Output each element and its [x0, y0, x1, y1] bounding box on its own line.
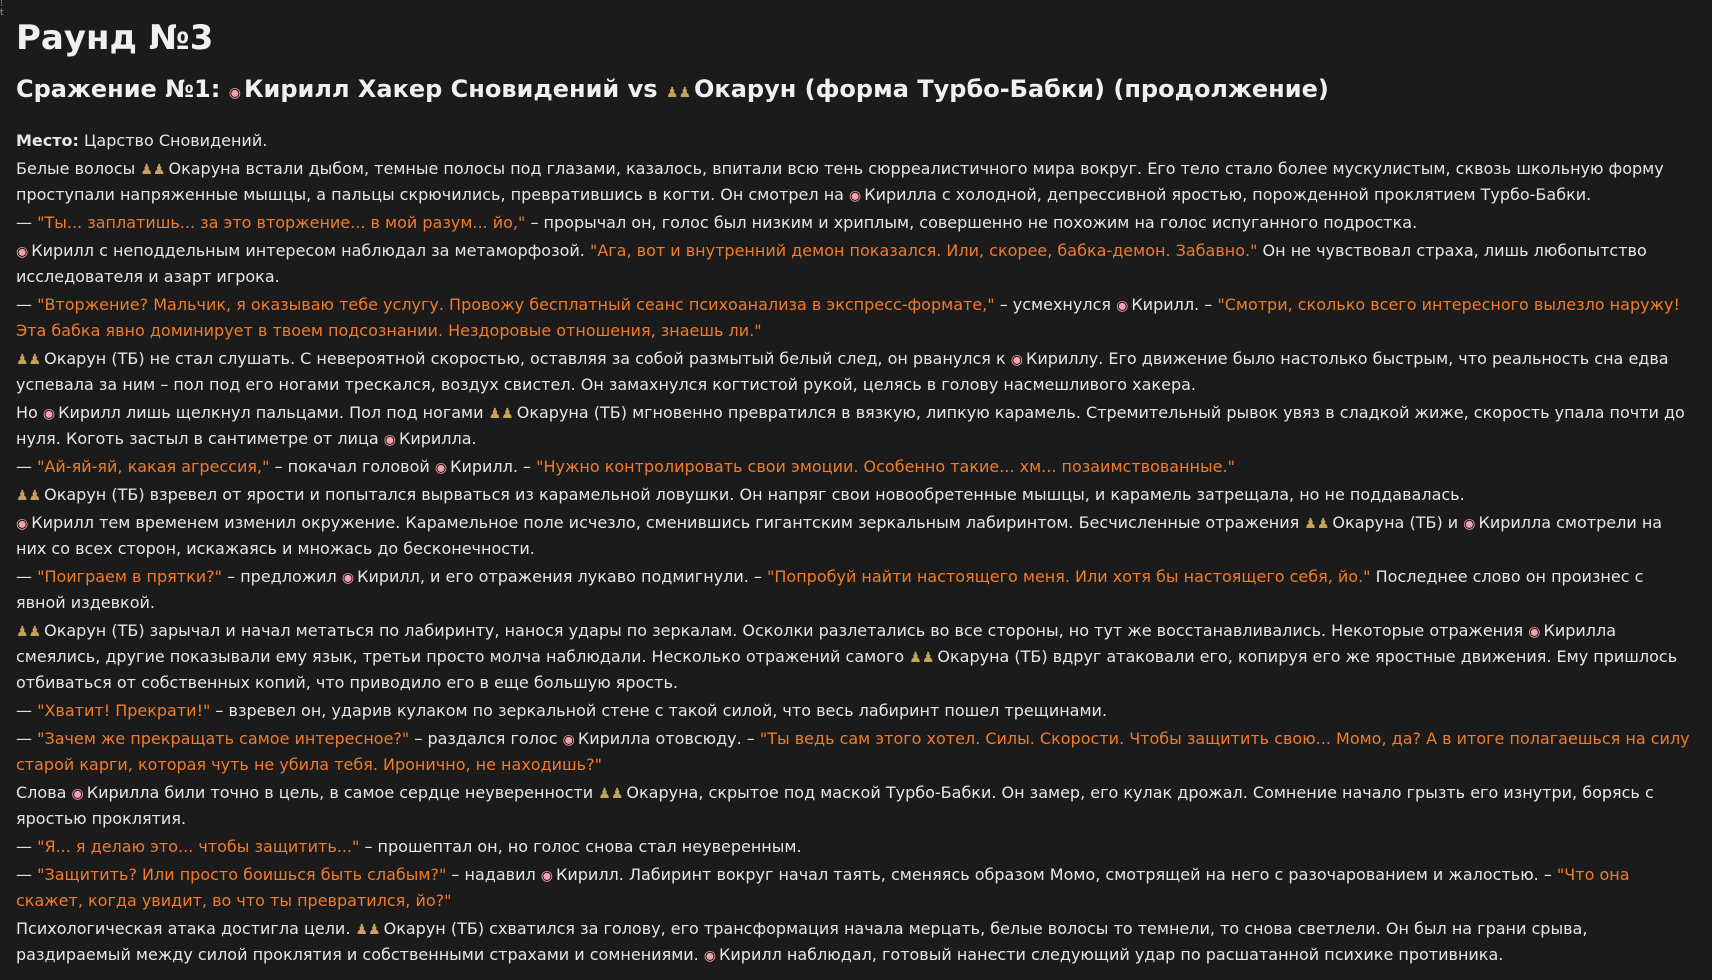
brain-icon: ◉ — [16, 516, 29, 533]
quote-text: "Нужно контролировать свои эмоции. Особенно такие... хм... позаимствованные." — [536, 457, 1235, 477]
paragraph-okarun-rush — [16, 346, 1694, 398]
narration-text: Окаруна (ТБ) вдруг атаковали его, копируя его же яростные движения. Ему пришлось отбиваться от собственных копий, что приводило его в еще большую ярость. — [16, 647, 1678, 693]
narration-text: Окаруна (ТБ) и — [1332, 513, 1464, 533]
narration-text: Белые волосы — [16, 159, 141, 179]
paragraph-place — [16, 128, 1694, 154]
brain-icon: ◉ — [1528, 624, 1541, 641]
narration-text: Кирилл. Лабиринт вокруг начал таять, сменяясь образом Момо, смотрящей на него с разочарованием и жалостью. – — [556, 865, 1557, 885]
narration-text: Окаруна (ТБ) мгновенно превратился в вязкую, липкую карамель. Стремительный рывок увяз в сладкой жиже, скорость упала почти до нуля. Коготь застыл в сантиметре от лица — [16, 403, 1685, 449]
narration-text: Кириллу. Его движение было настолько быстрым, что реальность сна едва успевала за ним – пол под его ногами трескался, воздух свистел. Он замахнулся когтистой рукой, целясь в голову насмешливого хакера. — [16, 349, 1669, 395]
narration-text: — — [16, 729, 38, 749]
narration-text: — — [16, 701, 38, 721]
narration-text: Кирилла били точно в цель, в самое сердце неуверенности — [86, 783, 599, 803]
narration-text: Окарун (ТБ) взревел от ярости и попытался вырваться из карамельной ловушки. Он напряг свои новообретенные мышцы, и карамель затрещала, но не поддавалась. — [44, 485, 1465, 505]
heading-prefix: Сражение №1: — [16, 75, 229, 104]
quote-text: "Попробуй найти настоящего меня. Или хотя бы настоящего себя, йо." — [767, 567, 1371, 587]
brain-icon: ◉ — [540, 868, 553, 885]
quote-text: "Смотри, сколько всего интересного вылезло наружу! Эта бабка явно доминирует в твоем подсознании. Нездоровые отношения, знаешь ли." — [16, 295, 1680, 341]
quote-text: "Ага, вот и внутренний демон показался. Или, скорее, бабка-демон. Забавно." — [589, 241, 1258, 261]
narration-text: Кирилл наблюдал, готовый нанести следующий удар по расшатанной психике противника. — [719, 945, 1504, 965]
couple-icon: ♟♟ — [16, 352, 42, 369]
narration-text: Кирилл тем временем изменил окружение. Карамельное поле исчезло, сменившись гигантским зеркальным лабиринтом. Бесчисленные отражения — [31, 513, 1305, 533]
narration-text: Кирилл лишь щелкнул пальцами. Пол под ногами — [58, 403, 489, 423]
narration-text: – предложил — [222, 567, 342, 587]
brain-icon: ◉ — [42, 406, 56, 423]
brain-icon: ◉ — [341, 570, 355, 587]
brain-icon: ◉ — [383, 432, 396, 449]
quote-text: "Зачем же прекращать самое интересное?" — [37, 729, 410, 749]
narration-text: Кирилла отовсюду. – — [577, 729, 760, 749]
quote-text: "Я... я делаю это... чтобы защитить..." — [37, 837, 360, 857]
quote-text: "Хватит! Прекрати!" — [37, 701, 211, 721]
narration-text: Окаруна встали дыбом, темные полосы под глазами, казалось, впитали всю тень сюрреалистичного мира вокруг. Его тело стало более мускулистым, сквозь школьную форму проступали напряженные мышцы, а пальцы скрючились, превратившись в когти. Он смотрел на — [16, 159, 1664, 205]
quote-text: "Что она скажет, когда увидит, во что ты превратился, йо?" — [16, 865, 1630, 911]
paragraph-hide-and-seek — [16, 564, 1694, 616]
paragraph-why-stop — [16, 726, 1694, 778]
couple-icon: ♟♟ — [16, 624, 42, 641]
couple-icon: ♟♟ — [16, 488, 42, 505]
corner-marks: ⁝ t — [0, 0, 4, 18]
quote-text: "Ты... заплатишь... за это вторжение... в мой разум... йо," — [37, 213, 526, 233]
paragraph-you-will-pay — [16, 210, 1694, 236]
fighter2-name: Окарун (форма Турбо-Бабки) (продолжение) — [694, 75, 1329, 104]
paragraph-labyrinth — [16, 510, 1694, 562]
narration-text: — — [16, 457, 38, 477]
narration-text: Он не чувствовал страха, лишь любопытство исследователя и азарт игрока. — [16, 241, 1647, 287]
narration-text: – усмехнулся — [994, 295, 1117, 315]
paragraph-mirrors — [16, 618, 1694, 696]
narration-text: Кирилла смеялись, другие показывали ему язык, третьи просто молча наблюдали. Несколько отражений самого — [16, 621, 1617, 667]
fighter1-name: Кирилл Хакер Сновидений — [243, 75, 620, 104]
paragraph-white-hair — [16, 156, 1694, 208]
narration-text: Кирилла с холодной, депрессивной яростью, порожденной проклятием Турбо-Бабки. — [864, 185, 1592, 205]
paragraph-psych-attack — [16, 916, 1694, 968]
paragraph-afraid-weak — [16, 862, 1694, 914]
couple-icon: ♟♟ — [488, 406, 514, 423]
paragraph-words-hit — [16, 780, 1694, 832]
story-body — [16, 128, 1694, 968]
narration-text: Окарун (ТБ) схватился за голову, его трансформация начала мерцать, белые волосы то темнели, то снова светлели. Он был на грани срыва, раздираемый между силой проклятия и собственными страхами и сомнениями. — [16, 919, 1588, 965]
label-text: Место: — [16, 131, 79, 151]
narration-text: — — [16, 837, 38, 857]
narration-text: Но — [16, 403, 43, 423]
couple-icon: ♟♟ — [909, 650, 935, 667]
brain-icon: ◉ — [849, 188, 862, 205]
battle-heading — [16, 75, 1694, 104]
couple-icon: ♟♟ — [1304, 516, 1330, 533]
narration-text: — — [16, 295, 38, 315]
brain-icon: ◉ — [562, 732, 575, 749]
paragraph-intrusion — [16, 292, 1694, 344]
paragraph-stop — [16, 698, 1694, 724]
quote-text: "Ты ведь сам этого хотел. Силы. Скорости. Чтобы защитить свою... Момо, да? А в итоге полагаешься на силу старой карги, которая чуть не убила тебя. Иронично, не находишь?" — [16, 729, 1690, 775]
quote-text: "Защитить? Или просто боишься быть слабым?" — [37, 865, 447, 885]
narration-text: Царство Сновидений. — [78, 131, 268, 151]
brain-icon: ◉ — [1010, 352, 1023, 369]
narration-text: Кирилл. – — [450, 457, 537, 477]
paragraph-aggression — [16, 454, 1694, 480]
narration-text: Окарун (ТБ) зарычал и начал метаться по лабиринту, нанося удары по зеркалам. Осколки разлетались во все стороны, но тут же восстанавливались. Некоторые отражения — [44, 621, 1529, 641]
narration-text: — — [16, 567, 38, 587]
narration-text: – прорычал он, голос был низким и хриплым, совершенно не похожим на голос испуганного подростка. — [525, 213, 1418, 233]
narration-text: – надавил — [446, 865, 541, 885]
narration-text: Окарун (ТБ) не стал слушать. С невероятной скоростью, оставляя за собой размытый белый след, он рванулся к — [44, 349, 1011, 369]
narration-text: — — [16, 213, 38, 233]
narration-text: Окаруна, скрытое под маской Турбо-Бабки. Он замер, его кулак дрожал. Сомнение начало грызть его изнутри, борясь с яростью проклятия. — [16, 783, 1654, 829]
couple-icon: ♟♟ — [140, 162, 166, 179]
brain-icon: ◉ — [434, 460, 448, 477]
narration-text: — — [16, 865, 38, 885]
brain-icon: ◉ — [1463, 516, 1476, 533]
round-title: Раунд №3 — [16, 18, 214, 58]
brain-icon: ◉ — [228, 85, 241, 102]
narration-text: Слова — [16, 783, 72, 803]
narration-text: Кирилла смотрели на них со всех сторон, искажаясь и множась до бесконечности. — [16, 513, 1663, 559]
brain-icon: ◉ — [1116, 298, 1129, 315]
narration-text: Кирилл с неподдельным интересом наблюдал за метаморфозой. — [31, 241, 590, 261]
brain-icon: ◉ — [71, 786, 84, 803]
couple-icon: ♟♟ — [355, 922, 381, 939]
brain-icon: ◉ — [16, 244, 29, 261]
narration-text: Кирилл. – — [1131, 295, 1218, 315]
quote-text: "Поиграем в прятки?" — [37, 567, 223, 587]
paragraph-to-protect — [16, 834, 1694, 860]
narration-text: – прошептал он, но голос снова стал неуверенным. — [359, 837, 802, 857]
couple-icon: ♟♟ — [598, 786, 624, 803]
quote-text: "Ай-яй-яй, какая агрессия," — [37, 457, 270, 477]
narration-text: – взревел он, ударив кулаком по зеркальной стене с такой силой, что весь лабиринт пошел трещинами. — [210, 701, 1108, 721]
paragraph-kirill-interest — [16, 238, 1694, 290]
couple-icon: ♟♟ — [665, 85, 691, 102]
narration-text: Кирилл, и его отражения лукаво подмигнули. – — [357, 567, 768, 587]
narration-text: Кирилла. — [398, 429, 477, 449]
heading-vs: vs — [619, 75, 666, 104]
paragraph-caramel — [16, 400, 1694, 452]
narration-text: Психологическая атака достигла цели. — [16, 919, 356, 939]
narration-text: Последнее слово он произнес с явной издевкой. — [16, 567, 1644, 613]
paragraph-okarun-rage — [16, 482, 1694, 508]
narration-text: – раздался голос — [409, 729, 563, 749]
narration-text: – покачал головой — [269, 457, 435, 477]
brain-icon: ◉ — [703, 948, 717, 965]
quote-text: "Вторжение? Мальчик, я оказываю тебе услугу. Провожу бесплатный сеанс психоанализа в экспресс-формате," — [37, 295, 995, 315]
